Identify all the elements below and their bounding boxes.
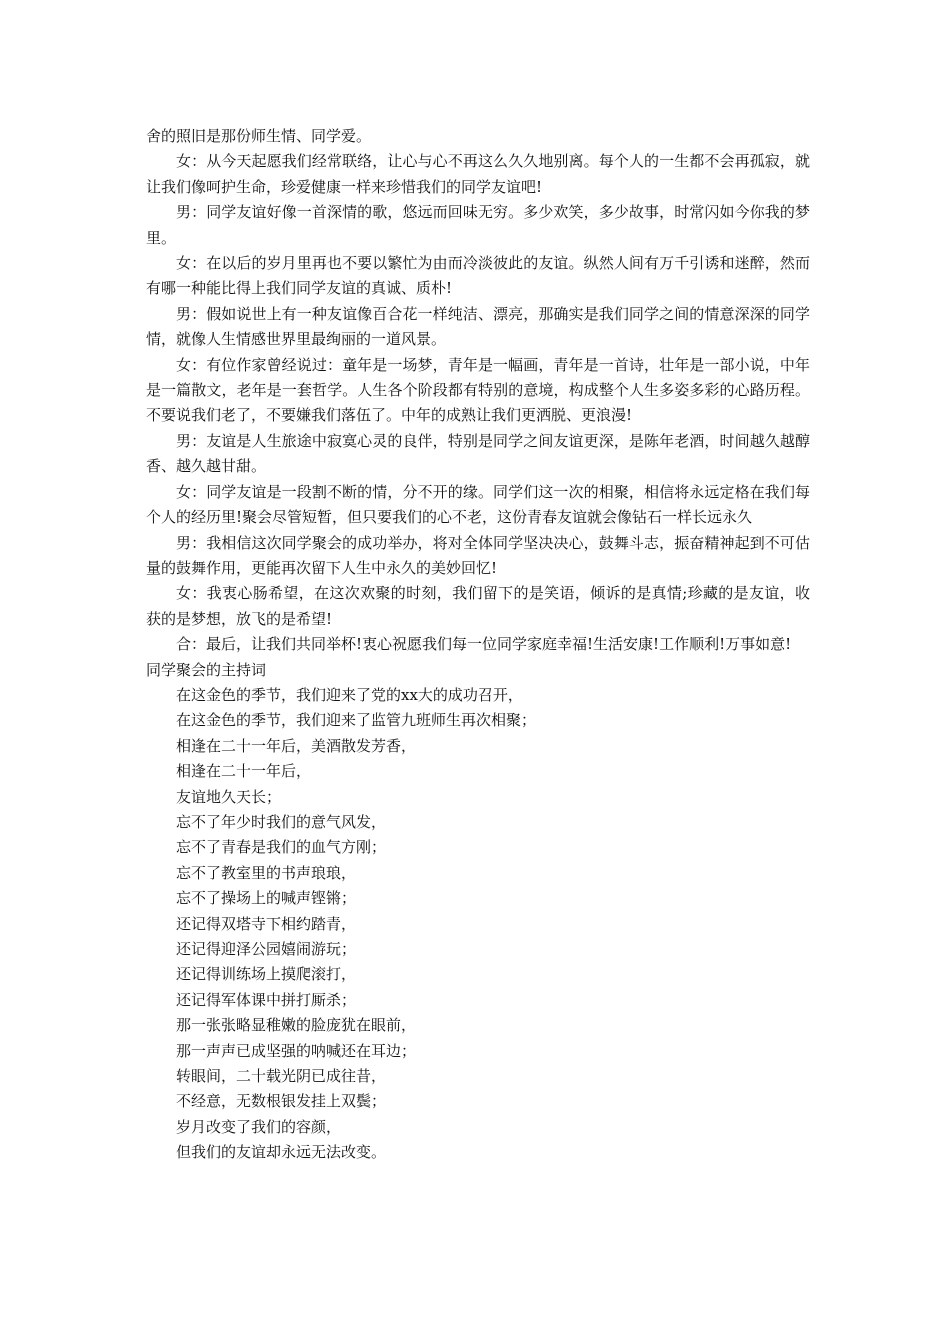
section-title: 同学聚会的主持词 (146, 660, 267, 679)
poem-line: 在这金色的季节，我们迎来了监管九班师生再次相聚； (176, 711, 537, 730)
poem-line: 在这金色的季节，我们迎来了党的xx大的成功召开， (176, 685, 523, 704)
paragraph-dialogue: 男：我相信这次同学聚会的成功举办，将对全体同学坚决决心，鼓舞斗志，振奋精神起到不可估量的鼓舞作用，更能再次留下人生中永久的美妙回忆! (146, 533, 810, 577)
poem-line: 友谊地久天长； (176, 787, 282, 806)
paragraph-dialogue: 合：最后，让我们共同举杯!衷心祝愿我们每一位同学家庭幸福!生活安康!工作顺利!万事如意! (176, 635, 792, 654)
paragraph-dialogue: 女：同学友谊是一段割不断的情，分不开的缘。同学们这一次的相聚，相信将永远定格在我们每个人的经历里!聚会尽管短暂，但只要我们的心不老，这份青春友谊就会像钻石一样长远永久 (146, 482, 810, 527)
poem-line: 岁月改变了我们的容颜， (176, 1117, 342, 1136)
paragraph-dialogue: 女：在以后的岁月里再也不要以繁忙为由而冷淡彼此的友谊。纵然人间有万千引诱和迷醉，然而有哪一种能比得上我们同学友谊的真诚、质朴! (146, 254, 810, 298)
document-page (146, 124, 810, 1166)
poem-line: 还记得双塔寺下相约踏青， (176, 914, 357, 933)
poem-line: 忘不了年少时我们的意气风发， (176, 812, 387, 831)
paragraph-dialogue: 男：假如说世上有一种友谊像百合花一样纯洁、漂亮，那确实是我们同学之间的情意深深的同学情，就像人生情感世界里最绚丽的一道风景。 (146, 304, 810, 349)
poem-line: 不经意，无数根银发挂上双鬓； (176, 1092, 387, 1111)
paragraph-dialogue: 女：从今天起愿我们经常联络，让心与心不再这么久久地别离。每个人的一生都不会再孤寂，就让我们像呵护生命，珍爱健康一样来珍惜我们的同学友谊吧! (146, 152, 810, 196)
poem-line: 忘不了教室里的书声琅琅， (176, 863, 357, 882)
paragraph-dialogue: 男：同学友谊好像一首深情的歌，悠远而回味无穷。多少欢笑，多少故事，时常闪如今你我的梦里。 (146, 203, 810, 247)
paragraph-dialogue: 女：有位作家曾经说过：童年是一场梦，青年是一幅画，青年是一首诗，壮年是一部小说，中年是一篇散文，老年是一套哲学。人生各个阶段都有特别的意境，构成整个人生多姿多彩的心路历程。不要说我们老了，不要嫌我们落伍了。中年的成熟让我们更洒脱、更浪漫! (146, 355, 810, 425)
poem-line: 但我们的友谊却永远无法改变。 (176, 1143, 387, 1162)
poem-line: 还记得迎泽公园嬉闹游玩； (176, 940, 357, 958)
poem-line: 相逢在二十一年后， (176, 762, 312, 781)
poem-line: 忘不了青春是我们的血气方刚； (176, 838, 387, 857)
poem-line: 还记得训练场上摸爬滚打， (176, 965, 357, 984)
poem-line: 那一声声已成坚强的呐喊还在耳边； (176, 1041, 417, 1060)
paragraph-dialogue: 男：友谊是人生旅途中寂寞心灵的良伴，特别是同学之间友谊更深，是陈年老酒，时间越久越醇香、越久越甘甜。 (146, 431, 810, 476)
poem-line: 那一张张略显稚嫩的脸庞犹在眼前， (176, 1016, 417, 1035)
poem-line: 相逢在二十一年后，美酒散发芳香， (176, 736, 417, 755)
poem-line: 转眼间，二十载光阴已成往昔， (176, 1067, 387, 1086)
poem-line: 还记得军体课中拼打厮杀； (176, 990, 357, 1009)
paragraph-dialogue: 女：我衷心肠希望，在这次欢聚的时刻，我们留下的是笑语，倾诉的是真情;珍藏的是友谊，收获的是梦想，放飞的是希望! (146, 584, 810, 628)
poem-line: 忘不了操场上的喊声铿锵； (176, 889, 357, 908)
paragraph-continuation: 舍的照旧是那份师生情、同学爱。 (146, 127, 372, 145)
